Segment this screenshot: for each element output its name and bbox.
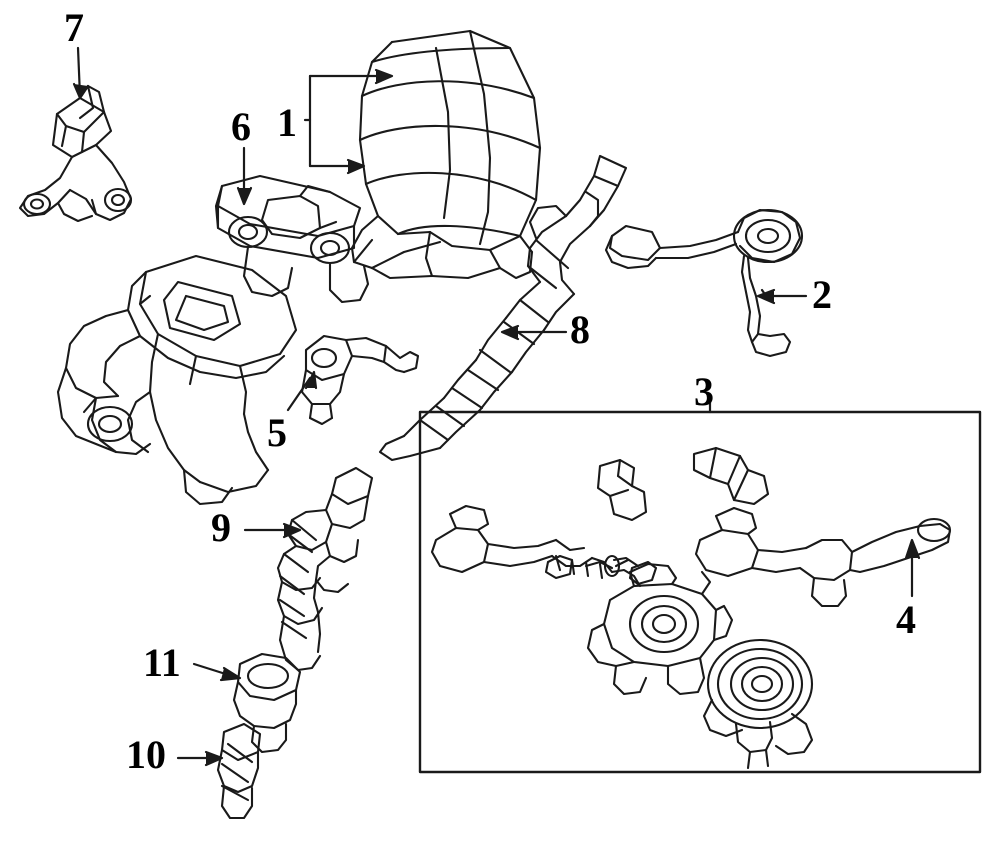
callout-6: 6 [231, 104, 251, 149]
part-5-tilt-lever-bracket [302, 336, 418, 424]
callout-9: 9 [211, 505, 231, 550]
leader-lines [74, 48, 919, 765]
part-6-upper-mounting-bracket [216, 176, 368, 302]
part-3-group-box [420, 412, 980, 772]
part-7-lower-support-bracket [20, 86, 131, 221]
callout-4: 4 [896, 597, 916, 642]
part-3-contents [432, 448, 950, 768]
callout-11: 11 [143, 640, 181, 685]
part-10-lower-universal-joint [218, 724, 260, 818]
part-9-upper-universal-joint [278, 468, 372, 670]
callout-7: 7 [64, 5, 84, 50]
callout-8: 8 [570, 307, 590, 352]
callout-2: 2 [812, 272, 832, 317]
callout-1: 1 [277, 100, 297, 145]
part-2-ignition-key-warning-switch [606, 210, 802, 356]
callout-10: 10 [126, 732, 166, 777]
callout-5: 5 [267, 410, 287, 455]
callout-3: 3 [694, 369, 714, 414]
part-1-column-upper-cover [352, 31, 540, 278]
part-11-dust-boot-seal [234, 654, 300, 752]
